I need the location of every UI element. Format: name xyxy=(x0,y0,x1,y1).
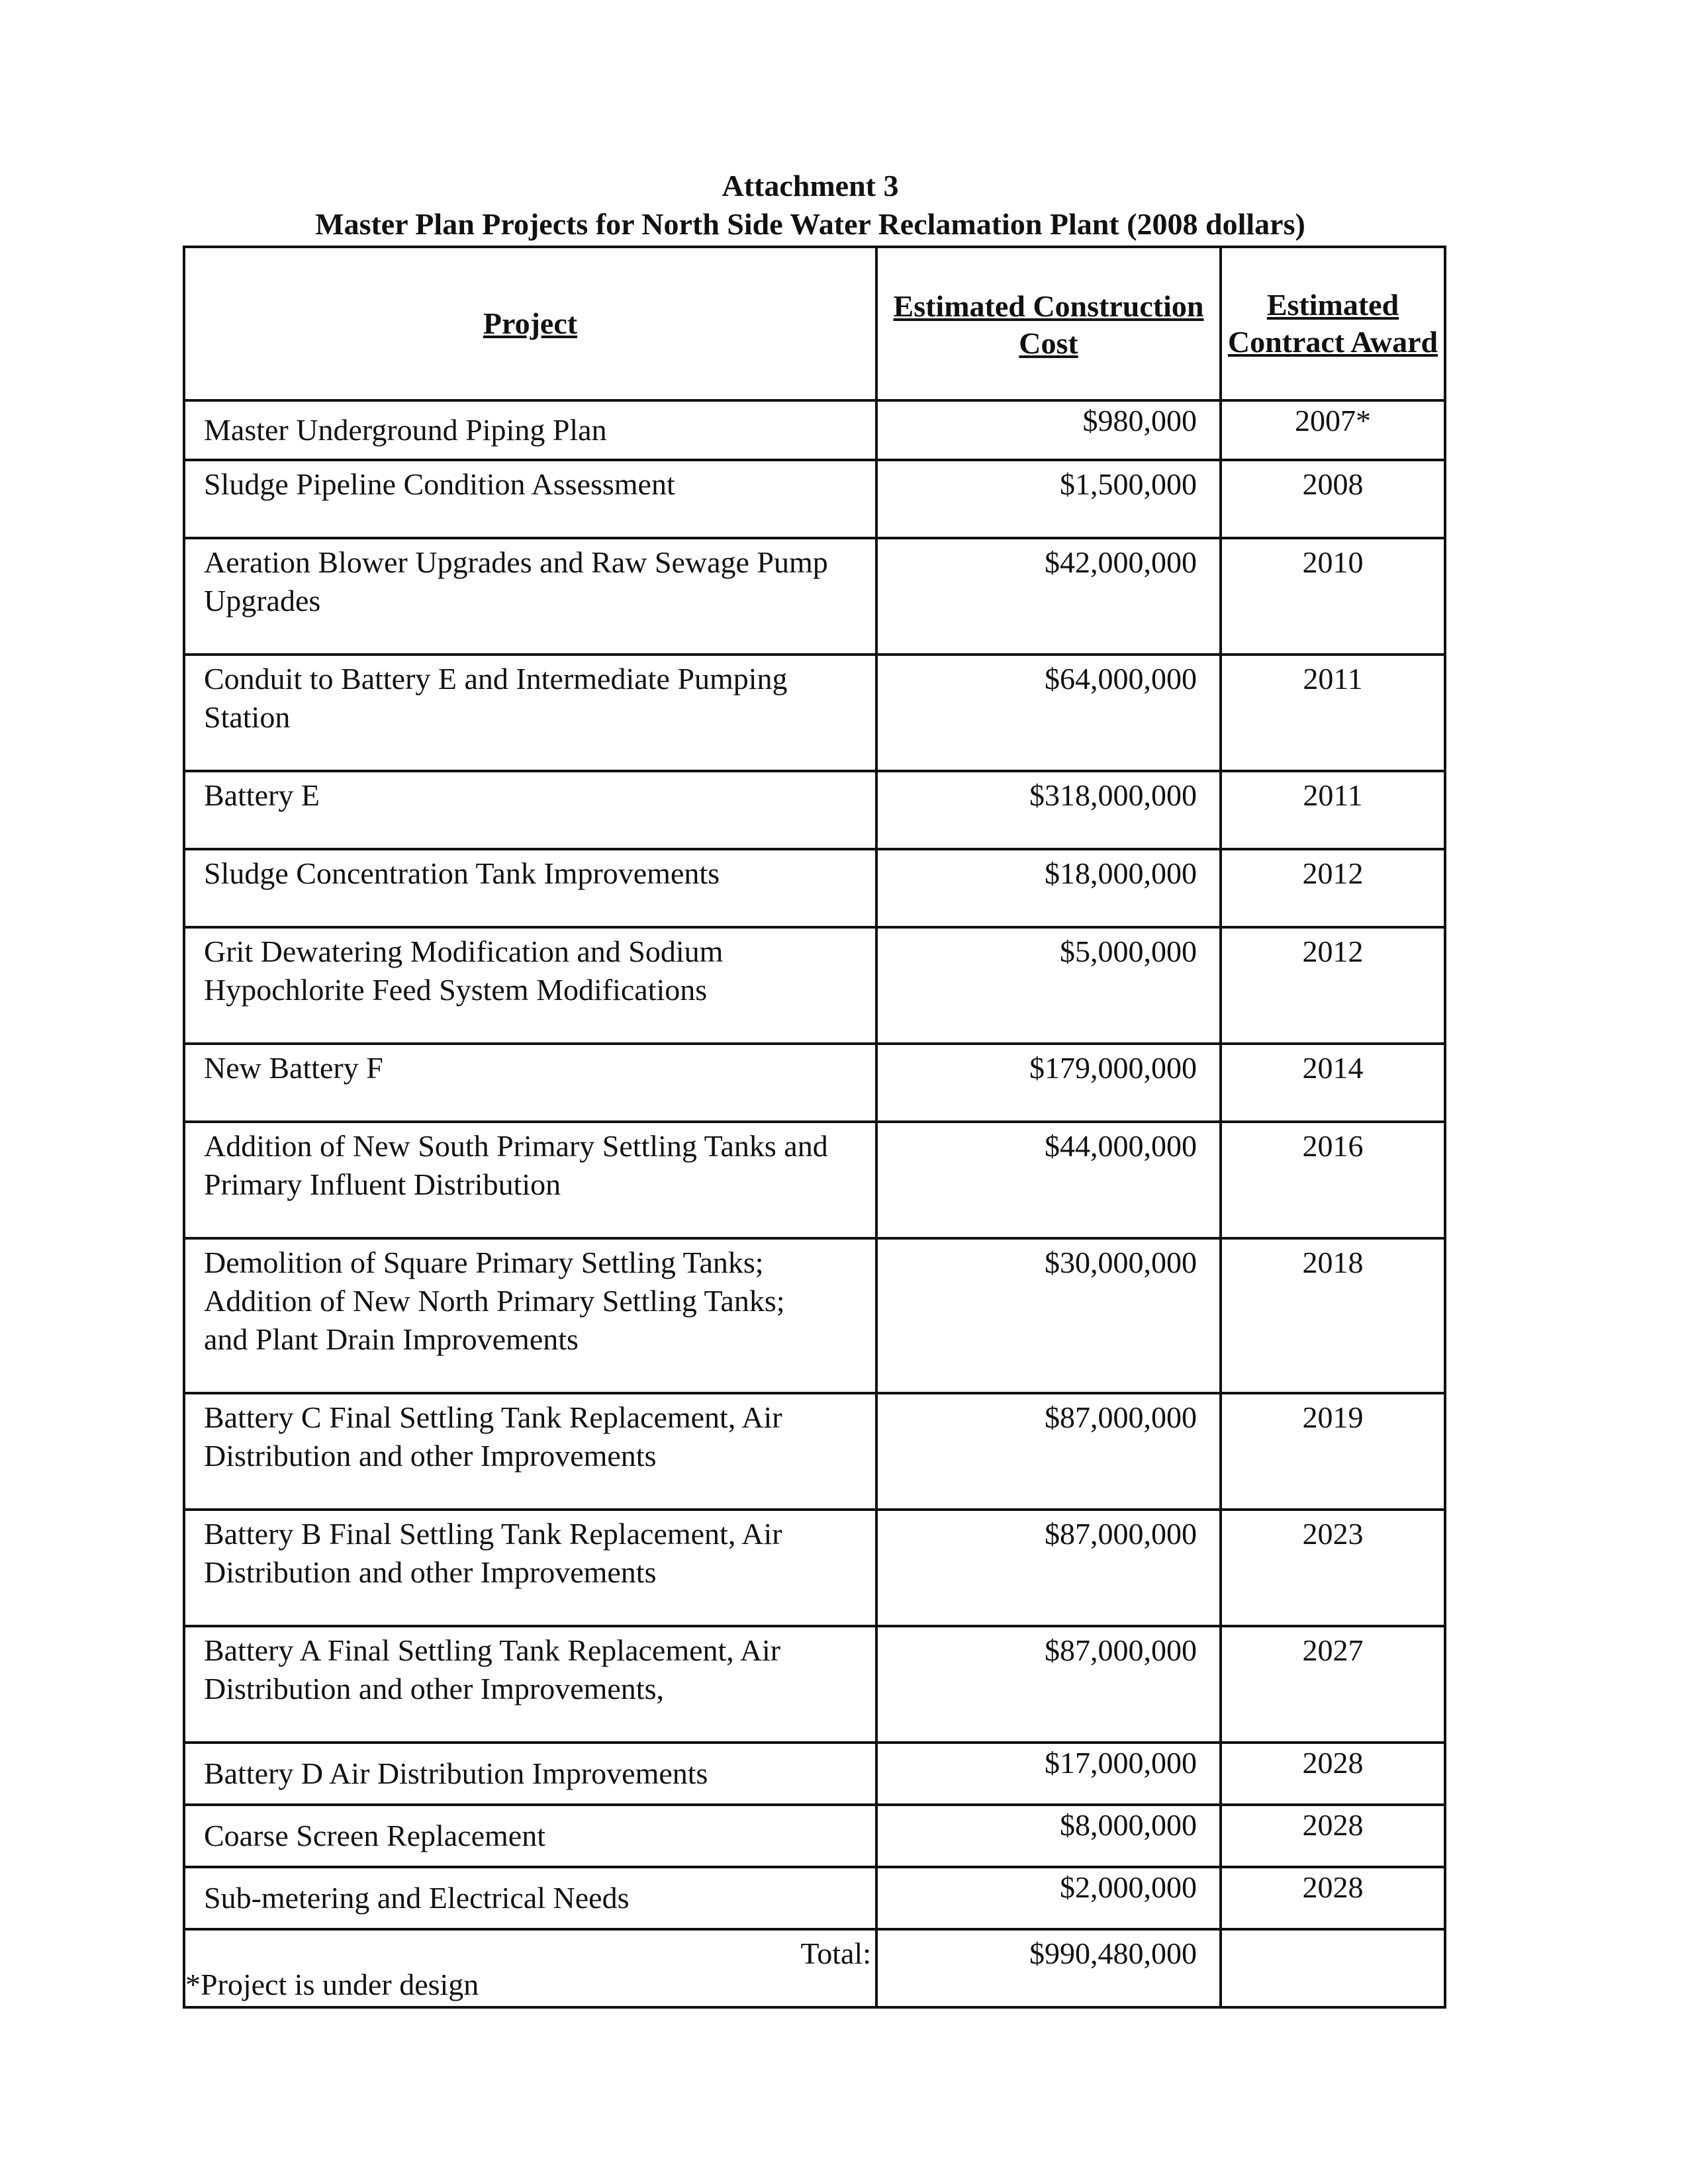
award-cell: 2007* xyxy=(1221,400,1445,460)
project-cell: Battery B Final Settling Tank Replacement, Air Distribution and other Improvements xyxy=(184,1510,876,1626)
document-heading xyxy=(181,167,1439,244)
total-cost: $990,480,000 xyxy=(876,1929,1221,2007)
award-cell: 2027 xyxy=(1221,1626,1445,1743)
column-header-project: Project xyxy=(184,247,876,400)
project-cell: Demolition of Square Primary Settling Tanks; Addition of New North Primary Settling Tanks; and Plant Drain Improvements xyxy=(184,1238,876,1393)
project-cell: New Battery F xyxy=(184,1044,876,1122)
table-row xyxy=(184,1867,1445,1929)
table-row xyxy=(184,1743,1445,1805)
project-cell: Battery A Final Settling Tank Replacement, Air Distribution and other Improvements, xyxy=(184,1626,876,1743)
project-cell: Battery E xyxy=(184,771,876,849)
footnote: *Project is under design xyxy=(185,1968,479,2001)
cost-cell: $18,000,000 xyxy=(876,849,1221,927)
table-row xyxy=(184,655,1445,771)
cost-cell: $87,000,000 xyxy=(876,1626,1221,1743)
award-cell: 2018 xyxy=(1221,1238,1445,1393)
column-header-cost: Estimated Construction Cost xyxy=(876,247,1221,400)
table-row xyxy=(184,1122,1445,1238)
project-cell: Grit Dewatering Modification and Sodium Hypochlorite Feed System Modifications xyxy=(184,927,876,1044)
cost-cell: $980,000 xyxy=(876,400,1221,460)
attachment-title: Attachment 3 xyxy=(722,169,899,203)
total-award xyxy=(1221,1929,1445,2007)
table-row xyxy=(184,849,1445,927)
project-cell: Battery C Final Settling Tank Replacement, Air Distribution and other Improvements xyxy=(184,1393,876,1510)
cost-cell: $44,000,000 xyxy=(876,1122,1221,1238)
project-cell: Coarse Screen Replacement xyxy=(184,1805,876,1867)
table-row xyxy=(184,927,1445,1044)
project-cell: Battery D Air Distribution Improvements xyxy=(184,1743,876,1805)
project-cell: Addition of New South Primary Settling Tanks and Primary Influent Distribution xyxy=(184,1122,876,1238)
project-cell: Sludge Pipeline Condition Assessment xyxy=(184,460,876,538)
award-cell: 2011 xyxy=(1221,655,1445,771)
cost-cell: $1,500,000 xyxy=(876,460,1221,538)
award-cell: 2010 xyxy=(1221,538,1445,655)
cost-cell: $87,000,000 xyxy=(876,1393,1221,1510)
cost-cell: $318,000,000 xyxy=(876,771,1221,849)
header-row xyxy=(184,247,1445,400)
table-row xyxy=(184,1044,1445,1122)
table-row xyxy=(184,400,1445,460)
award-cell: 2011 xyxy=(1221,771,1445,849)
project-cell: Conduit to Battery E and Intermediate Pumping Station xyxy=(184,655,876,771)
cost-cell: $30,000,000 xyxy=(876,1238,1221,1393)
table-title: Master Plan Projects for North Side Water Reclamation Plant (2008 dollars) xyxy=(315,207,1305,241)
cost-cell: $2,000,000 xyxy=(876,1867,1221,1929)
cost-cell: $179,000,000 xyxy=(876,1044,1221,1122)
award-cell: 2019 xyxy=(1221,1393,1445,1510)
cost-cell: $42,000,000 xyxy=(876,538,1221,655)
award-cell: 2028 xyxy=(1221,1867,1445,1929)
table-row xyxy=(184,1626,1445,1743)
table-row xyxy=(184,771,1445,849)
award-cell: 2008 xyxy=(1221,460,1445,538)
table-row xyxy=(184,1510,1445,1626)
table-row xyxy=(184,1238,1445,1393)
award-cell: 2012 xyxy=(1221,927,1445,1044)
master-plan-projects-table xyxy=(183,246,1446,2009)
project-cell: Aeration Blower Upgrades and Raw Sewage Pump Upgrades xyxy=(184,538,876,655)
cost-cell: $17,000,000 xyxy=(876,1743,1221,1805)
award-cell: 2023 xyxy=(1221,1510,1445,1626)
table-row xyxy=(184,538,1445,655)
award-cell: 2012 xyxy=(1221,849,1445,927)
award-cell: 2028 xyxy=(1221,1805,1445,1867)
total-label: Total: xyxy=(184,1929,876,2007)
column-header-award: Estimated Contract Award xyxy=(1221,247,1445,400)
cost-cell: $8,000,000 xyxy=(876,1805,1221,1867)
award-cell: 2016 xyxy=(1221,1122,1445,1238)
cost-cell: $64,000,000 xyxy=(876,655,1221,771)
project-cell: Sub-metering and Electrical Needs xyxy=(184,1867,876,1929)
table-row xyxy=(184,1393,1445,1510)
project-cell: Master Underground Piping Plan xyxy=(184,400,876,460)
table-row xyxy=(184,1805,1445,1867)
award-cell: 2028 xyxy=(1221,1743,1445,1805)
award-cell: 2014 xyxy=(1221,1044,1445,1122)
cost-cell: $5,000,000 xyxy=(876,927,1221,1044)
table-row xyxy=(184,460,1445,538)
project-cell: Sludge Concentration Tank Improvements xyxy=(184,849,876,927)
cost-cell: $87,000,000 xyxy=(876,1510,1221,1626)
